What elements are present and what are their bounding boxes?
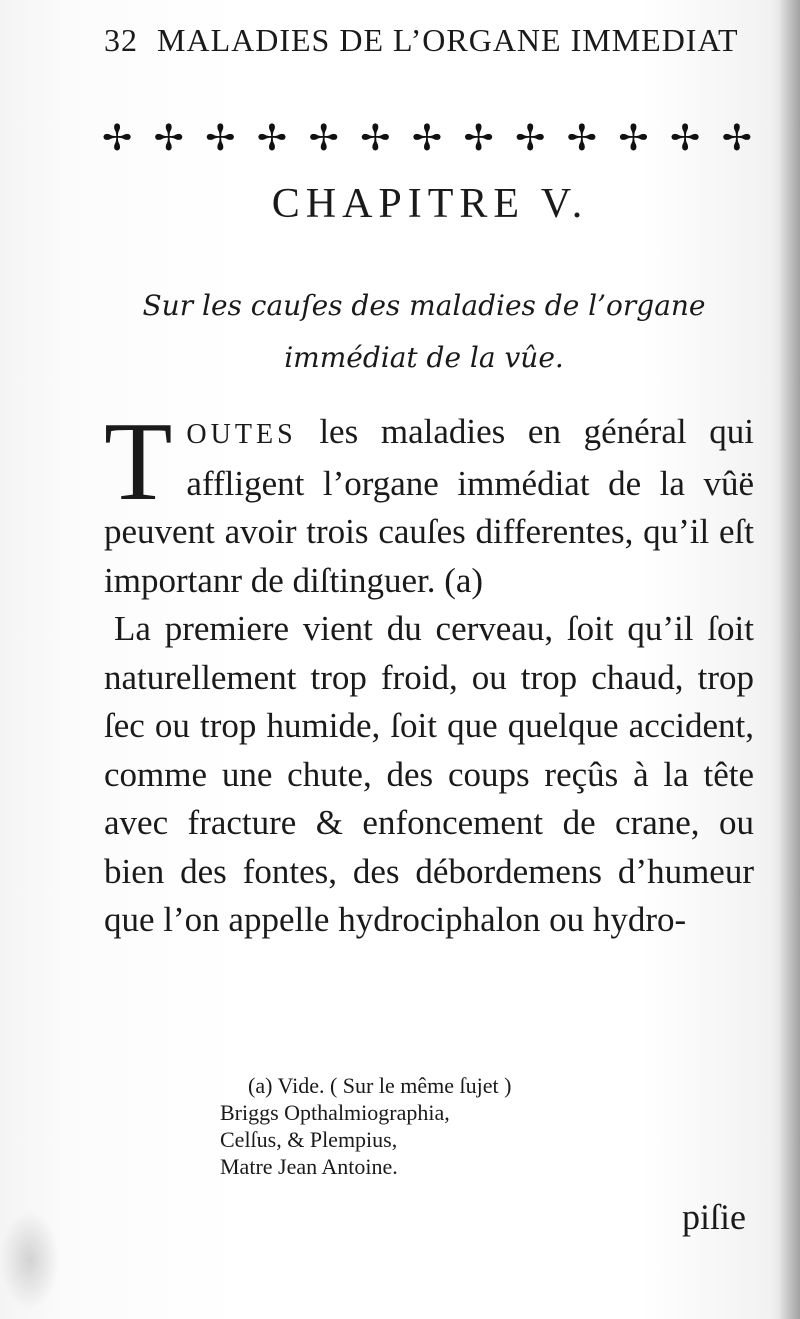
fleuron-ornament-band (102, 114, 752, 164)
fleuron-icon: ✢ (102, 118, 133, 159)
fleuron-icon: ✢ (256, 118, 288, 159)
paragraph-1-text: les maladies en général qui affligent l’organe immédiat de la vûë peuvent avoir trois cauſes differentes, qu’il eſt importanr de diſtinguer. (a) (104, 412, 754, 600)
footnote-line-2: Briggs Opthalmiographia, (220, 1100, 450, 1125)
fleuron-icon: ✢ (515, 118, 546, 159)
paragraph-2: La premiere vient du cerveau, ſoit qu’il ſoit naturellement trop froid, ou trop chaud, trop ſec ou trop humide, ſoit que quelque accident, comme une chute, des coups reçûs à la tête avec fracture & enfoncement de crane, ou bien des fontes, des débordemens d’humeur que l’on appelle hydrociphalon ou hydro- (104, 609, 754, 939)
drop-cap: T (104, 400, 173, 524)
catchword: piſie (682, 1197, 746, 1237)
fleuron-icon: ✢ (721, 118, 752, 159)
footnote-line-1: (a) Vide. ( Sur le même ſujet ) (248, 1073, 512, 1098)
fleuron-icon: ✢ (360, 118, 391, 159)
fleuron-icon: ✢ (566, 118, 597, 159)
footnote-line-3: Celſus, & Plempius, (220, 1127, 398, 1152)
subtitle-line-1: Sur les cauſes des maladies de l’organe (142, 289, 706, 322)
paragraph-1 (104, 400, 754, 605)
fleuron-icon: ✢ (153, 118, 184, 159)
scan-smudge (0, 1210, 60, 1310)
footnote (220, 1072, 580, 1180)
chapter-heading: CHAPITRE V. (271, 181, 589, 227)
fleuron-icon: ✢ (670, 118, 701, 159)
footnote-line-4: Matre Jean Antoine. (220, 1154, 398, 1179)
page-number: 32 (104, 22, 138, 58)
page-edge-shadow (778, 0, 800, 1319)
fleuron-icon: ✢ (308, 118, 339, 159)
fleuron-icon: ✢ (618, 118, 649, 159)
fleuron-icon: ✢ (205, 118, 236, 159)
subtitle-line-2: immédiat de la vûe. (284, 341, 564, 374)
fleuron-icon: ✢ (411, 118, 443, 159)
fleuron-icon: ✢ (463, 118, 494, 159)
body-text (104, 400, 754, 945)
chapter-subtitle (104, 280, 744, 384)
running-header (104, 22, 744, 59)
opening-smallcaps: OUTES (186, 419, 297, 450)
running-title: MALADIES DE L’ORGANE IMMEDIAT (157, 22, 739, 58)
